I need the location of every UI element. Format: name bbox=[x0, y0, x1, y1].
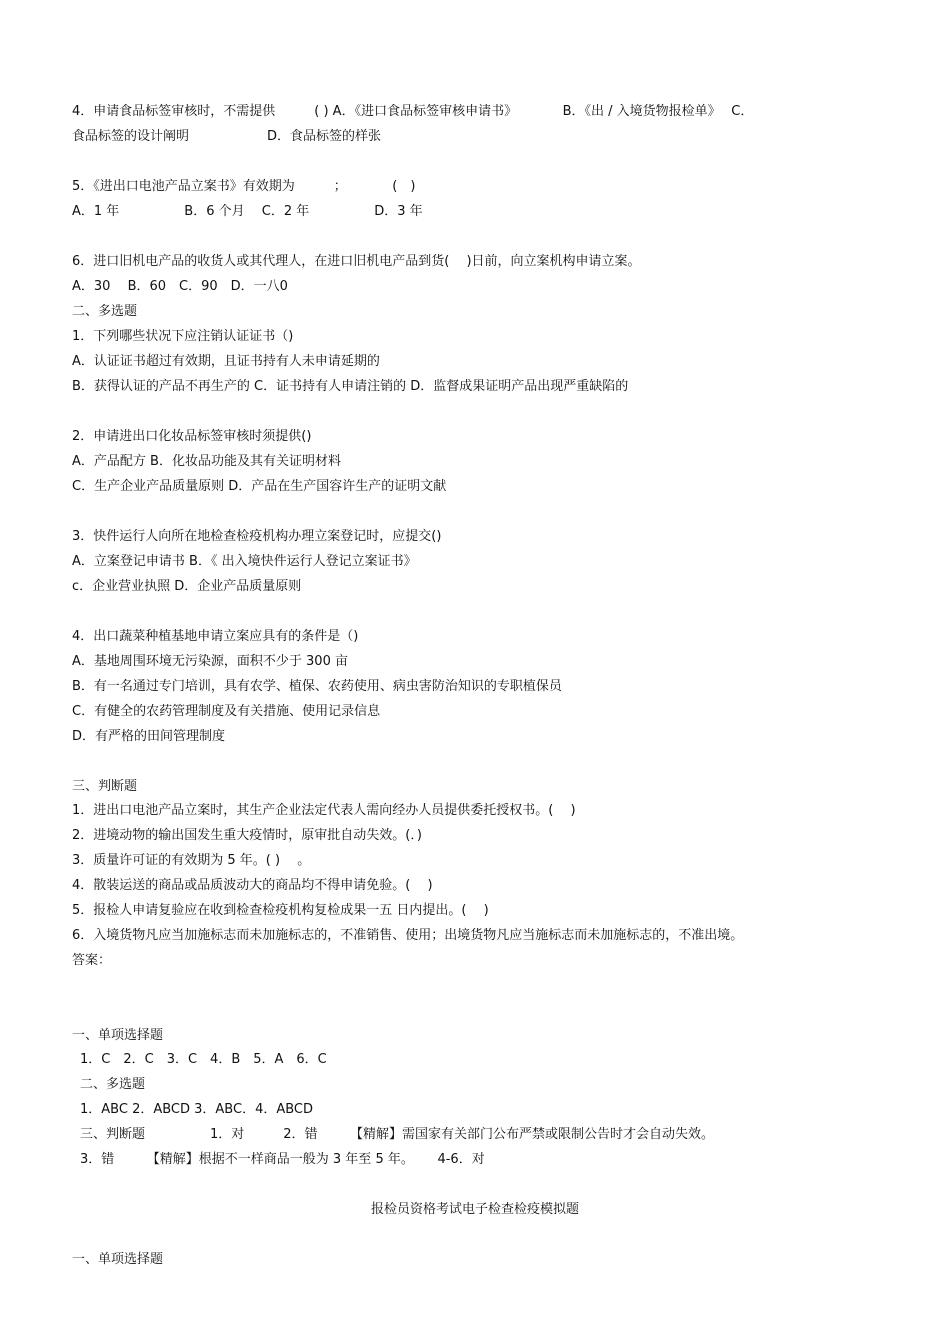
text-line-a3: 三、判断题 1．对 2．错 【精解】需国家有关部门公布严禁或限制公告时才会自动失效。 bbox=[80, 1127, 715, 1142]
text-line-q4b: 食品标签的设计阐明 D．食品标签的样张 bbox=[72, 129, 382, 144]
text-line-j3: 3．质量许可证的有效期为 5 年。( ) 。 bbox=[72, 853, 311, 868]
text-line-j4: 4．散装运送的商品或品质波动大的商品均不得申请免验。( ) bbox=[72, 878, 433, 893]
text-line-m1: 1．下列哪些状况下应注销认证证书（) bbox=[72, 329, 294, 344]
text-line-ans: 答案： bbox=[72, 953, 112, 968]
text-line-m1b: B．获得认证的产品不再生产的 C．证书持有人申请注销的 D．监督成果证明产品出现严重缺陷的 bbox=[72, 379, 629, 394]
text-line-a3b: 3．错 【精解】根据不一样商品一般为 3 年至 5 年。 4-6．对 bbox=[80, 1152, 485, 1167]
text-line-m2a: A．产品配方 B．化妆品功能及其有关证明材料 bbox=[72, 454, 341, 469]
text-line-q6a: 6．进口旧机电产品的收货人或其代理人，在进口旧机电产品到货( )日前，向立案机构申请立案。 bbox=[72, 254, 641, 269]
text-line-q5b: A．1 年 B．6 个月 C．2 年 D．3 年 bbox=[72, 204, 423, 219]
text-line-a2: 二、多选题 bbox=[80, 1077, 146, 1092]
text-line-m3b: c．企业营业执照 D．企业产品质量原则 bbox=[72, 579, 302, 594]
text-line-m1a: A．认证证书超过有效期，且证书持有人未申请延期的 bbox=[72, 354, 380, 369]
text-line-a1: 一、单项选择题 bbox=[72, 1028, 164, 1043]
text-line-sec1: 一、单项选择题 bbox=[72, 1252, 164, 1267]
text-line-q5a: 5．《进出口电池产品立案书》有效期为 ； ( ) bbox=[72, 179, 416, 194]
text-line-m2b: C．生产企业产品质量原则 D．产品在生产国容许生产的证明文献 bbox=[72, 479, 447, 494]
text-line-j1: 1．进出口电池产品立案时，其生产企业法定代表人需向经办人员提供委托授权书。( ) bbox=[72, 803, 576, 818]
text-line-a1v: 1．C 2．C 3．C 4．B 5．A 6．C bbox=[80, 1052, 327, 1067]
text-line-q4a: 4．申请食品标签审核时，不需提供 ( ) A．《进口食品标签审核申请书》 B．《出 / 入境货物报检单》 C． bbox=[72, 104, 754, 119]
text-line-s2: 二、多选题 bbox=[72, 304, 138, 319]
text-line-j6: 6．入境货物凡应当加施标志而未加施标志的，不准销售、使用；出境货物凡应当施标志而未加施标志的，不准出境。 bbox=[72, 928, 744, 943]
text-line-m4c: C．有健全的农药管理制度及有关措施、使用记录信息 bbox=[72, 704, 381, 719]
text-line-j5: 5．报检人申请复验应在收到检查检疫机构复检成果一五 日内提出。( ) bbox=[72, 903, 489, 918]
text-line-s3: 三、判断题 bbox=[72, 779, 138, 794]
text-line-m4: 4．出口蔬菜种植基地申请立案应具有的条件是（) bbox=[72, 629, 359, 644]
text-line-m2: 2．申请进出口化妆品标签审核时须提供() bbox=[72, 429, 312, 444]
text-line-m4b: B．有一名通过专门培训，具有农学、植保、农药使用、病虫害防治知识的专职植保员 bbox=[72, 679, 562, 694]
text-line-m4a: A．基地周围环境无污染源，面积不少于 300 亩 bbox=[72, 654, 348, 669]
text-line-m3a: A．立案登记申请书 B．《 出入境快件运行人登记立案证书》 bbox=[72, 554, 417, 569]
text-line-j2: 2．进境动物的输出国发生重大疫情时，原审批自动失效。(．) bbox=[72, 828, 422, 843]
text-line-m4d: D．有严格的田间管理制度 bbox=[72, 729, 226, 744]
text-line-q6b: A．30 B．60 C．90 D．一八0 bbox=[72, 279, 288, 294]
text-line-a2v: 1．ABC 2．ABCD 3．ABC．4．ABCD bbox=[80, 1102, 314, 1117]
text-line-title2: 报检员资格考试电子检查检疫模拟题 bbox=[370, 1202, 579, 1217]
text-line-m3: 3．快件运行人向所在地检查检疫机构办理立案登记时，应提交() bbox=[72, 529, 442, 544]
